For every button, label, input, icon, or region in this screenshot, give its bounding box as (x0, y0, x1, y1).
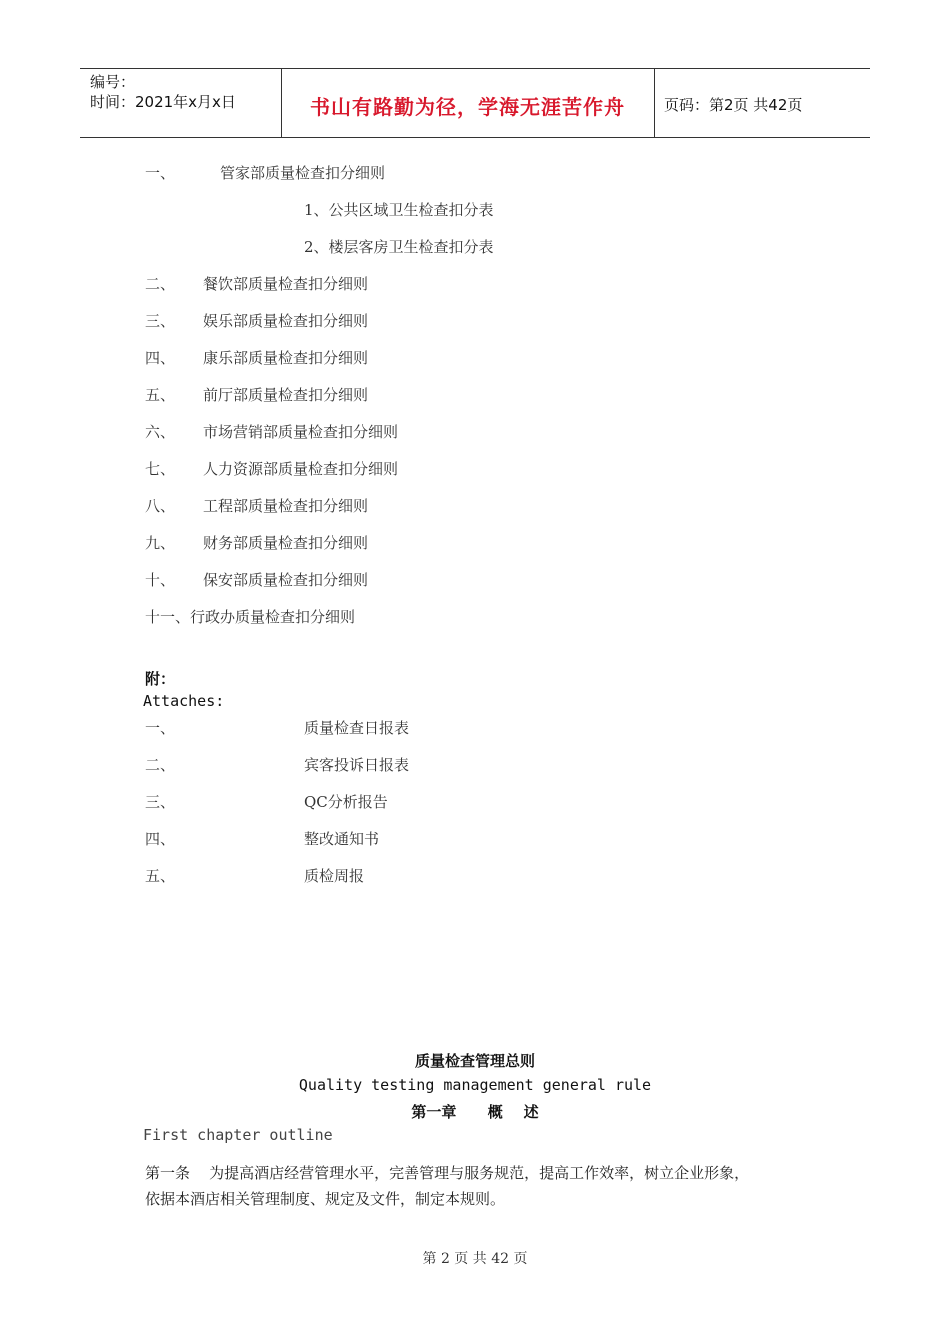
rule-title-en: Quality testing management general rule (298, 1076, 652, 1094)
attachments-heading-en: Attaches: (143, 692, 225, 710)
toc-num: 四、 (145, 349, 176, 367)
toc-item: 1、公共区域卫生检查扣分表 (304, 201, 494, 219)
toc-item: 餐饮部质量检查扣分细则 (203, 275, 369, 293)
toc-item: 市场营销部质量检查扣分细则 (203, 423, 399, 441)
rule-title: 质量检查管理总则 (414, 1052, 535, 1070)
article-1-line-2: 依据本酒店相关管理制度、规定及文件，制定本规则。 (145, 1190, 506, 1208)
toc-item: 娱乐部质量检查扣分细则 (203, 312, 369, 330)
toc-num: 五、 (145, 386, 176, 404)
article-1-line-1: 第一条 为提高酒店经营管理水平，完善管理与服务规范，提高工作效率，树立企业形象， (145, 1164, 750, 1182)
motto: 书山有路勤为径，学海无涯苦作舟 (310, 95, 625, 119)
toc-item: 人力资源部质量检查扣分细则 (203, 460, 399, 478)
attachment-num: 四、 (145, 830, 176, 848)
toc-num: 七、 (145, 460, 176, 478)
attachment-item: QC分析报告 (304, 793, 388, 811)
time-label: 时间：2021年x月x日 (90, 93, 236, 111)
toc-item: 十一、行政办质量检查扣分细则 (145, 608, 356, 626)
header-right-cell (655, 69, 870, 137)
toc-num: 八、 (145, 497, 176, 515)
toc-item: 康乐部质量检查扣分细则 (203, 349, 369, 367)
number-label: 编号： (90, 73, 136, 91)
header-left-cell (80, 69, 282, 137)
toc-item: 财务部质量检查扣分细则 (203, 534, 369, 552)
chapter-title-en: First chapter outline (143, 1126, 333, 1144)
attachment-num: 三、 (145, 793, 176, 811)
page-footer: 第 2 页 共 42 页 (422, 1251, 528, 1267)
page-header (80, 68, 870, 138)
page-info: 页码：第2页 共42页 (664, 96, 803, 114)
chapter-title: 第一章 概 述 (411, 1103, 539, 1121)
attachment-item: 整改通知书 (304, 830, 380, 848)
toc-item: 前厅部质量检查扣分细则 (203, 386, 369, 404)
attachment-item: 宾客投诉日报表 (304, 756, 410, 774)
header-middle-cell (281, 69, 655, 137)
attachment-num: 二、 (145, 756, 176, 774)
toc-num: 二、 (145, 275, 176, 293)
toc-num: 十、 (145, 571, 176, 589)
attachment-item: 质检周报 (304, 867, 365, 885)
attachment-num: 一、 (145, 719, 176, 737)
toc-item: 保安部质量检查扣分细则 (203, 571, 369, 589)
toc-item: 工程部质量检查扣分细则 (203, 497, 369, 515)
toc-num: 六、 (145, 423, 176, 441)
toc-num: 九、 (145, 534, 176, 552)
toc-item: 2、楼层客房卫生检查扣分表 (304, 238, 494, 256)
toc-num: 三、 (145, 312, 176, 330)
toc-item: 管家部质量检查扣分细则 (220, 164, 386, 182)
attachment-item: 质量检查日报表 (304, 719, 410, 737)
attachment-num: 五、 (145, 867, 176, 885)
toc-num: 一、 (145, 164, 176, 182)
attachments-heading: 附： (145, 670, 176, 688)
